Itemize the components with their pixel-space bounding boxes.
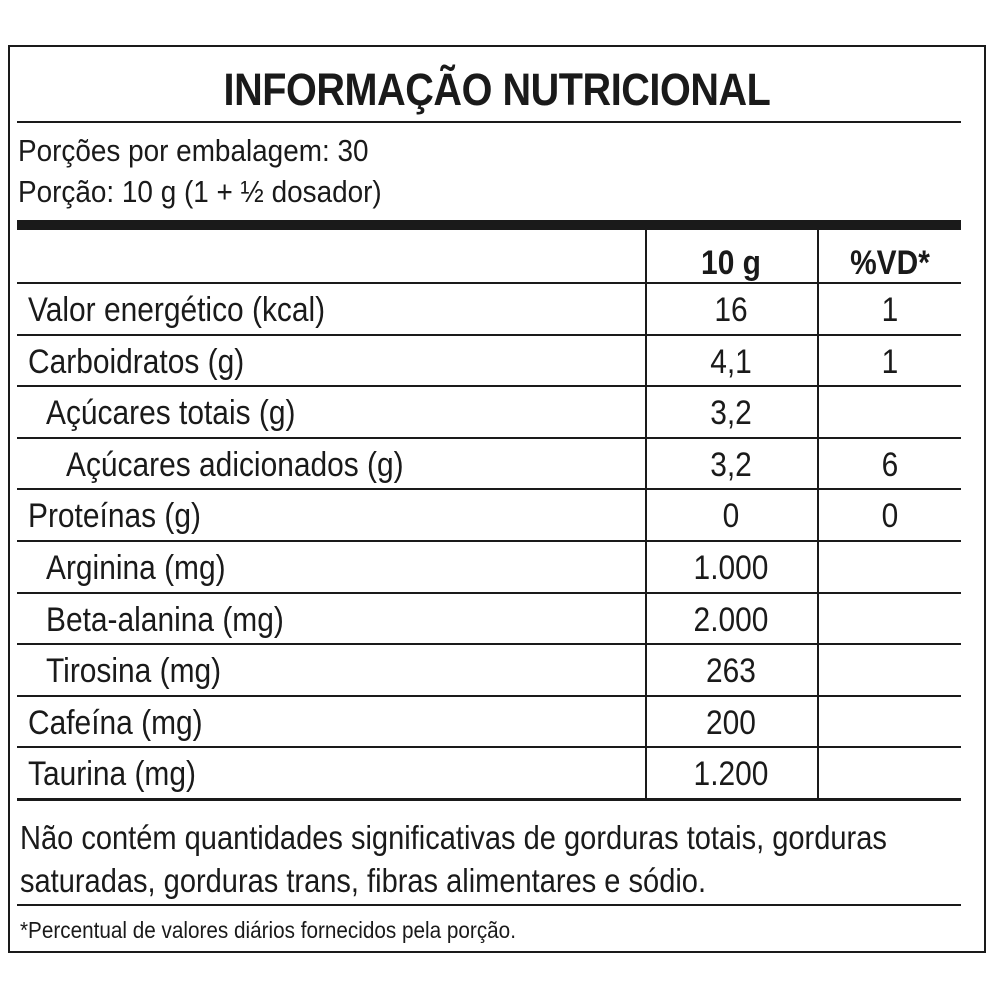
row-divider [17,643,961,645]
row-divider [17,592,961,594]
row-divider [17,746,961,748]
header-daily-value: %VD* [850,244,930,282]
nutrient-amount: 3,2 [710,446,752,484]
nutrient-amount: 2.000 [693,601,769,639]
nutrient-daily-value: 6 [881,446,899,484]
nutrient-amount: 0 [722,497,740,535]
table-bottom-divider [17,798,961,801]
nutrient-amount: 3,2 [710,394,752,432]
nutrient-amount: 200 [706,704,756,742]
column-divider-amount [645,230,647,800]
nutrient-daily-value: 1 [881,343,899,381]
note-line-1: Não contém quantidades significativas de gorduras totais, gorduras [20,819,887,856]
nutrient-label: Beta-alanina (mg) [46,601,284,639]
nutrient-label: Açúcares totais (g) [46,394,296,432]
nutrient-amount: 4,1 [710,343,752,381]
footnote: *Percentual de valores diários fornecidos pela porção. [20,917,516,943]
footnote-divider [17,904,961,906]
nutrient-amount: 1.200 [693,755,769,793]
row-divider [17,540,961,542]
nutrient-label: Carboidratos (g) [28,343,245,381]
nutrient-amount: 1.000 [693,549,769,587]
row-divider [17,695,961,697]
title-divider [17,121,961,123]
row-divider [17,282,961,284]
nutrient-label: Proteínas (g) [28,497,201,535]
table-title: INFORMAÇÃO NUTRICIONAL [223,64,771,115]
nutrient-daily-value: 0 [881,497,899,535]
nutrient-label: Açúcares adicionados (g) [66,446,404,484]
header-thick-divider [17,220,961,230]
nutrient-label: Cafeína (mg) [28,704,203,742]
nutrient-label: Valor energético (kcal) [28,291,326,329]
header-amount: 10 g [701,244,761,282]
column-divider-dv [817,230,819,800]
row-divider [17,488,961,490]
note-line-2: saturadas, gorduras trans, fibras alimentares e sódio. [20,862,707,899]
serving-size: Porção: 10 g (1 + ½ dosador) [18,174,382,209]
nutrient-label: Taurina (mg) [28,755,196,793]
nutrient-daily-value: 1 [881,291,899,329]
row-divider [17,437,961,439]
row-divider [17,334,961,336]
nutrient-label: Tirosina (mg) [46,652,222,690]
servings-per-package: Porções por embalagem: 30 [18,133,369,168]
nutrient-amount: 263 [706,652,756,690]
nutrient-amount: 16 [714,291,748,329]
nutrient-label: Arginina (mg) [46,549,226,587]
row-divider [17,385,961,387]
